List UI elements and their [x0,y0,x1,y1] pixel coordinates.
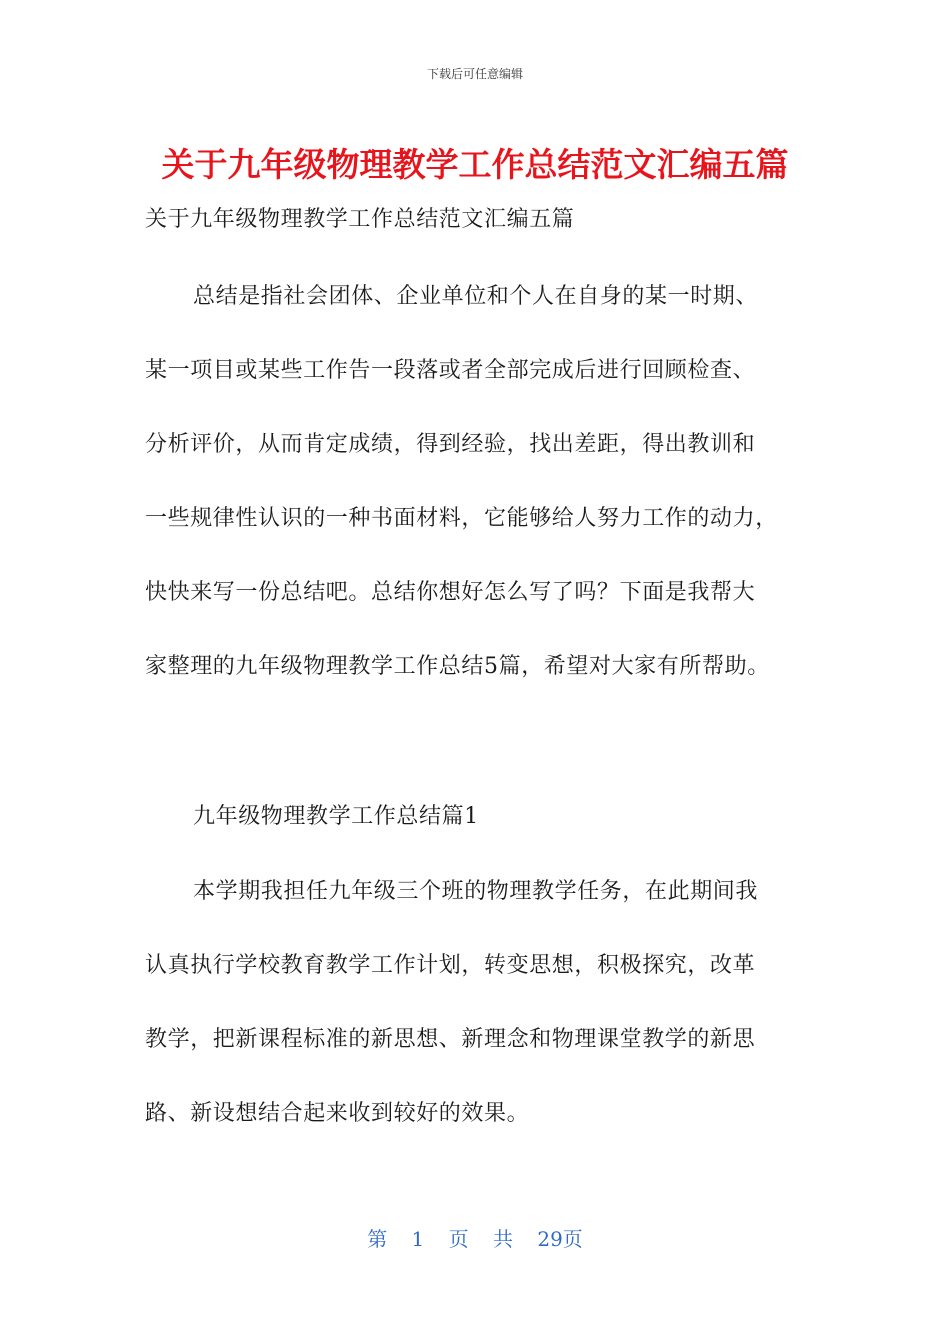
section-heading: 九年级物理教学工作总结篇1 [193,804,479,829]
page-footer [0,1224,950,1254]
section-line: 教学，把新课程标准的新思想、新理念和物理课堂教学的新思 [145,1027,756,1052]
page-label-prefix: 第 [367,1227,388,1251]
intro-line: 分析评价，从而肯定成绩，得到经验，找出差距，得出教训和 [145,432,756,457]
page-header: 下载后可任意编辑 [426,67,523,81]
intro-line: 总结是指社会团体、企业单位和个人在自身的某一时期、 [193,284,759,309]
page-label-mid: 页 [448,1227,469,1251]
intro-paragraph [145,281,805,725]
section-line: 路、新设想结合起来收到较好的效果。 [145,1101,530,1126]
section-line: 本学期我担任九年级三个班的物理教学任务，在此期间我 [193,879,759,904]
document-title: 关于九年级物理教学工作总结范文汇编五篇 [161,145,789,184]
total-label: 共 [493,1227,513,1251]
total-pages: 29页 [537,1227,583,1251]
intro-line: 一些规律性认识的一种书面材料，它能够给人努力工作的动力， [145,506,778,531]
section-paragraph [145,876,805,1172]
section-line: 认真执行学校教育教学工作计划，转变思想，积极探究，改革 [145,953,756,978]
document-subtitle: 关于九年级物理教学工作总结范文汇编五篇 [145,207,575,232]
current-page-number: 1 [411,1227,425,1251]
intro-line: 快快来写一份总结吧。总结你想好怎么写了吗？下面是我帮大 [145,580,756,605]
intro-line: 家整理的九年级物理教学工作总结5篇，希望对大家有所帮助。 [145,654,770,679]
intro-line: 某一项目或某些工作告一段落或者全部完成后进行回顾检查、 [145,358,756,383]
